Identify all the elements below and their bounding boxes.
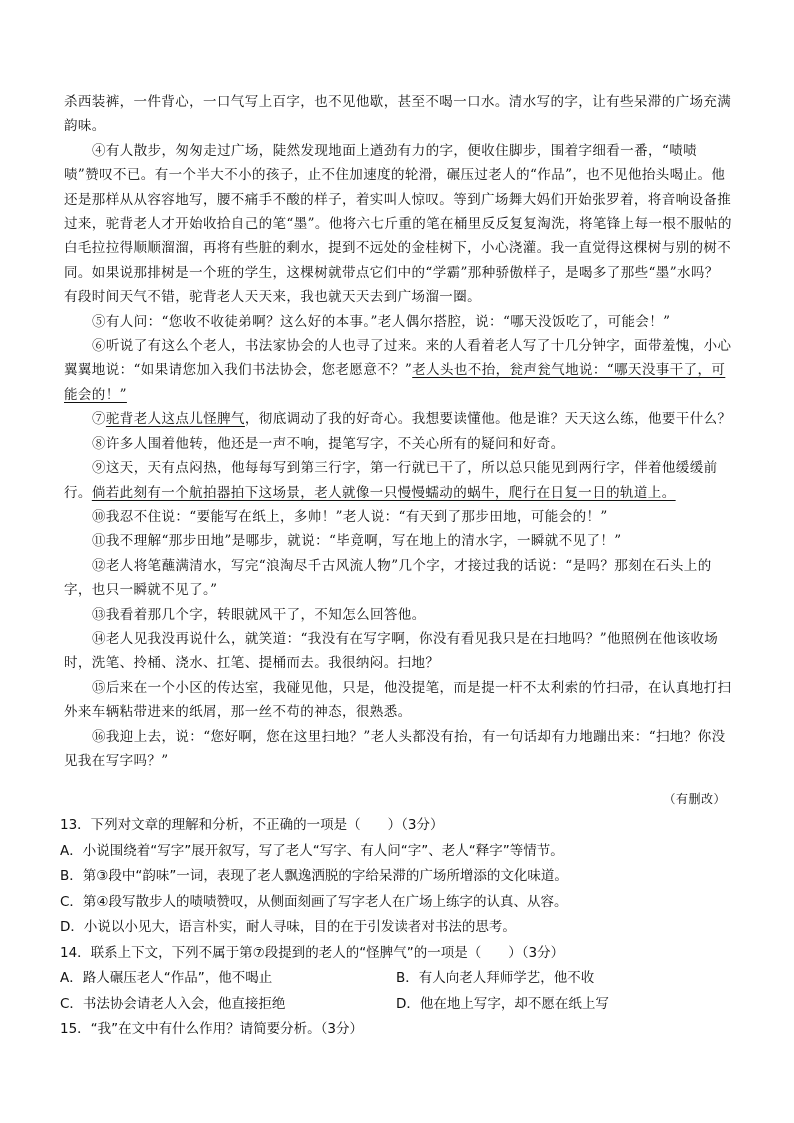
- paragraph-12: ⑫老人将笔蘸满清水，写完“浪淘尽千古风流人物”几个字，才接过我的话说：“是吗？那刻在石头上的字，也只一瞬就不见了。”: [64, 557, 712, 599]
- paragraph-7: [64, 407, 732, 431]
- underlined-phrase-7: 驼背老人这点儿怪脾气: [105, 411, 245, 428]
- paragraph-9-text: ⑨这天，天有点闷热，他每每写到第三行字，第一行就已干了，所以总只能见到两行字，伴着他缓缓前行。: [64, 460, 718, 501]
- paragraph-8: ⑧许多人围着他转，他还是一声不响，提笔写字，不关心所有的疑问和好奇。: [92, 435, 565, 452]
- questions-section: [60, 813, 732, 1043]
- paragraph-9: [64, 456, 732, 505]
- question-15: 15．“我”在文中有什么作用？请简要分析。（3分）: [60, 1021, 364, 1037]
- paragraph-7-number: ⑦: [92, 411, 106, 428]
- question-14-option-c: C．书法协会请老人入会，他直接拒绝: [60, 995, 286, 1012]
- paragraph-10: ⑩我忍不住说：“要能写在纸上，多帅！”老人说：“有天到了那步田地，可能会的！”: [92, 508, 608, 525]
- paragraph-14: ⑭老人见我没再说什么，就笑道：“我没有在写字啊，你没有看见我只是在扫地吗？”他照例在他该收场时，洗笔、拎桶、浇水、扛笔、提桶而去。我很纳闷。扫地？: [64, 630, 719, 672]
- paragraph-6: [64, 334, 732, 407]
- question-14-option-d: D．他在地上写字，却不愿在纸上写: [396, 995, 609, 1012]
- question-13-option-c: C．第④段写散步人的啧啧赞叹，从侧面刻画了写字老人在广场上练字的认真、从容。: [60, 893, 568, 910]
- paragraph-6-text: ⑥听说了有这么个老人，书法家协会的人也寻了过来。来的人看着老人写了十几分钟字，面带羞愧，小心翼翼地说：“如果请您加入我们书法协会，您老愿意不？”: [64, 338, 732, 379]
- underlined-sentence-6: 老人头也不抬，瓮声瓮气地说：“哪天没事干了，可能会的！”: [64, 362, 726, 403]
- source-note: （有删改）: [663, 792, 726, 806]
- question-14-options-row-1: [60, 966, 732, 992]
- question-13-option-d: D．小说以小见大，语言朴实，耐人寻味，目的在于引发读者对书法的思考。: [60, 919, 516, 935]
- question-14-option-b: B．有人向老人拜师学艺，他不收: [396, 970, 595, 986]
- paragraph-15: ⑮后来在一个小区的传达室，我碰见他，只是，他没提笔，而是提一杆不太利索的竹扫帚，在认真地打扫外来车辆粘带进来的纸屑，那一丝不苟的神态，很熟悉。: [64, 679, 732, 721]
- question-13: 13．下列对文章的理解和分析，不正确的一项是（ ）（3分）: [60, 817, 444, 833]
- question-13-option-a: A．小说围绕着“写字”展开叙写，写了老人“写字、有人问“字”、老人“释字”等情节。: [60, 842, 564, 859]
- paragraph-5: ⑤有人问：“您收不收徒弟啊？这么好的本事。”老人偶尔搭腔，说：“哪天没饭吃了，可能会！”: [92, 313, 671, 330]
- paragraph-11: ⑪我不理解“那步田地”是哪步，就说：“毕竟啊，写在地上的清水字，一瞬就不见了！”: [92, 533, 622, 550]
- paragraph-3-end: 杀西装裤，一件背心，一口气写上百字，也不见他歇，甚至不喝一口水。清水写的字，让有些呆滞的广场充满韵味。: [64, 94, 732, 135]
- question-14-option-a: A．路人碾压老人“作品”，他不喝止: [60, 970, 273, 986]
- paragraph-7-text: ，彻底调动了我的好奇心。我想要读懂他。他是谁？天天这么练，他要干什么？: [244, 411, 732, 428]
- story-text: [64, 90, 732, 773]
- paragraph-13: ⑬我看着那几个字，转眼就风干了，不知怎么回答他。: [92, 606, 426, 623]
- paragraph-16: ⑯我迎上去，说：“您好啊，您在这里扫地？”老人头都没有抬，有一句话却有力地蹦出来：“扫地？你没见我在写字吗？”: [64, 728, 726, 769]
- question-14: 14．联系上下文，下列不属于第⑦段提到的老人的“怪脾气”的一项是（ ）（3分）: [60, 944, 565, 961]
- underlined-sentence-9: 倘若此刻有一个航拍器拍下这场景，老人就像一只慢慢蠕动的蜗牛，爬行在日复一日的轨道上。: [91, 484, 676, 501]
- paragraph-4: ④有人散步，匆匆走过广场，陡然发现地面上遒劲有力的字，便收住脚步，围着字细看一番，“啧啧啧”赞叹不已。有一个半大不小的孩子，止不住加速度的轮滑，碾压过老人的“作品”，也不见他抬头喝止。他还是那样从从容容地写，腰不痛手不酸的样子，着实叫人惊叹。等到广场舞大妈们开始张罗着，将音响设备推过来，驼背老人才开始收拾自己的笔“墨”。他将六七斤重的笔在桶里反反复复淘洗，将笔锋上每一根不服帖的白毛拉拉得顺顺溜溜，再将有些脏的剩水，提到不远处的金桂树下，小心浇灌。我一直觉得这棵树与别的树不同。如果说那排树是一个班的学生，这棵树就带点它们中的“学霸”那种骄傲样子，是喝多了那些“墨”水吗？有段时间天气不错，驼背老人天天来，我也就天天去到广场溜一圈。: [64, 142, 732, 306]
- question-14-options-row-2: [60, 992, 732, 1018]
- question-13-option-b: B．第③段中“韵味”一词，表现了老人飘逸洒脱的字给呆滞的广场所增添的文化味道。: [60, 868, 568, 884]
